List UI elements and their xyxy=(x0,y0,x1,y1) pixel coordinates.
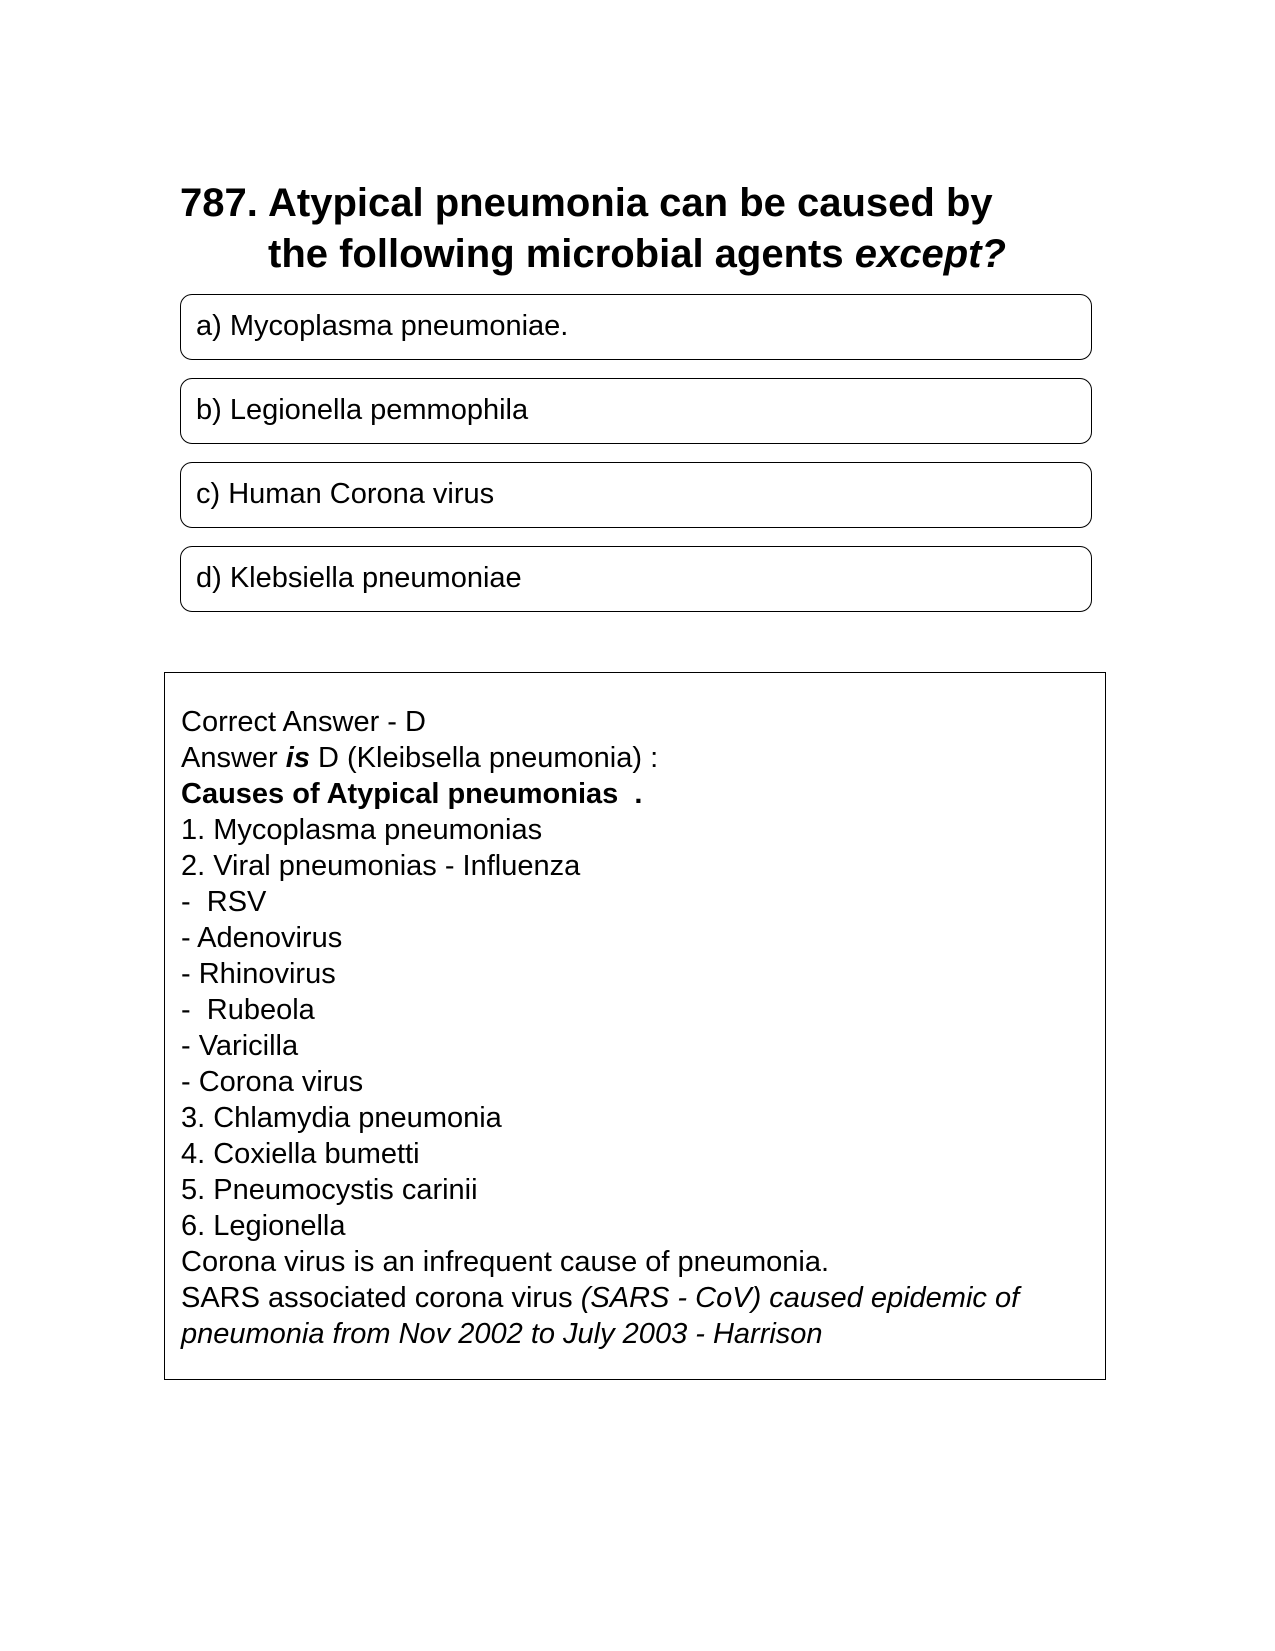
answer-statement xyxy=(181,740,1105,776)
cause-item: - Varicilla xyxy=(181,1030,299,1062)
question-text-line2 xyxy=(268,229,1080,280)
question-text xyxy=(268,178,1080,280)
cause-item: - Rhinovirus xyxy=(181,958,336,990)
cause-item: 1. Mycoplasma pneumonias xyxy=(181,814,543,846)
option-a[interactable]: a) Mycoplasma pneumoniae. xyxy=(180,294,1092,360)
question-text-except: except? xyxy=(854,232,1006,276)
corona-note: Corona virus is an infrequent cause of pneumonia. xyxy=(181,1246,830,1278)
sars-note xyxy=(181,1280,1105,1316)
answer-statement-pre: Answer xyxy=(181,742,286,774)
sars-note-reference: pneumonia from Nov 2002 to July 2003 - Harrison xyxy=(181,1318,823,1350)
option-c[interactable]: c) Human Corona virus xyxy=(180,462,1092,528)
sars-note-italic: (SARS - CoV) caused epidemic of xyxy=(580,1282,1020,1314)
question-text-line2-main: the following microbial agents xyxy=(268,232,855,276)
correct-answer: Correct Answer - D xyxy=(181,706,426,738)
cause-item: 3. Chlamydia pneumonia xyxy=(181,1102,502,1134)
cause-item: - Rubeola xyxy=(181,994,315,1026)
cause-item: - RSV xyxy=(181,886,267,918)
option-b[interactable]: b) Legionella pemmophila xyxy=(180,378,1092,444)
answer-statement-is: is xyxy=(285,742,310,774)
cause-item: 4. Coxiella bumetti xyxy=(181,1138,420,1170)
option-d[interactable]: d) Klebsiella pneumoniae xyxy=(180,546,1092,612)
sars-note-pre: SARS associated corona virus xyxy=(181,1282,581,1314)
cause-item: - Adenovirus xyxy=(181,922,343,954)
answer-statement-post: D (Kleibsella pneumonia) : xyxy=(309,742,659,774)
question-text-line1: Atypical pneumonia can be caused by xyxy=(268,181,993,225)
answer-explanation-box xyxy=(164,672,1106,1380)
cause-item: 2. Viral pneumonias - Influenza xyxy=(181,850,581,882)
question-number: 787. xyxy=(180,181,258,225)
cause-item: 5. Pneumocystis carinii xyxy=(181,1174,478,1206)
cause-item: - Corona virus xyxy=(181,1066,364,1098)
cause-item: 6. Legionella xyxy=(181,1210,346,1242)
question-heading xyxy=(180,178,1080,280)
causes-heading: Causes of Atypical pneumonias . xyxy=(181,778,643,810)
